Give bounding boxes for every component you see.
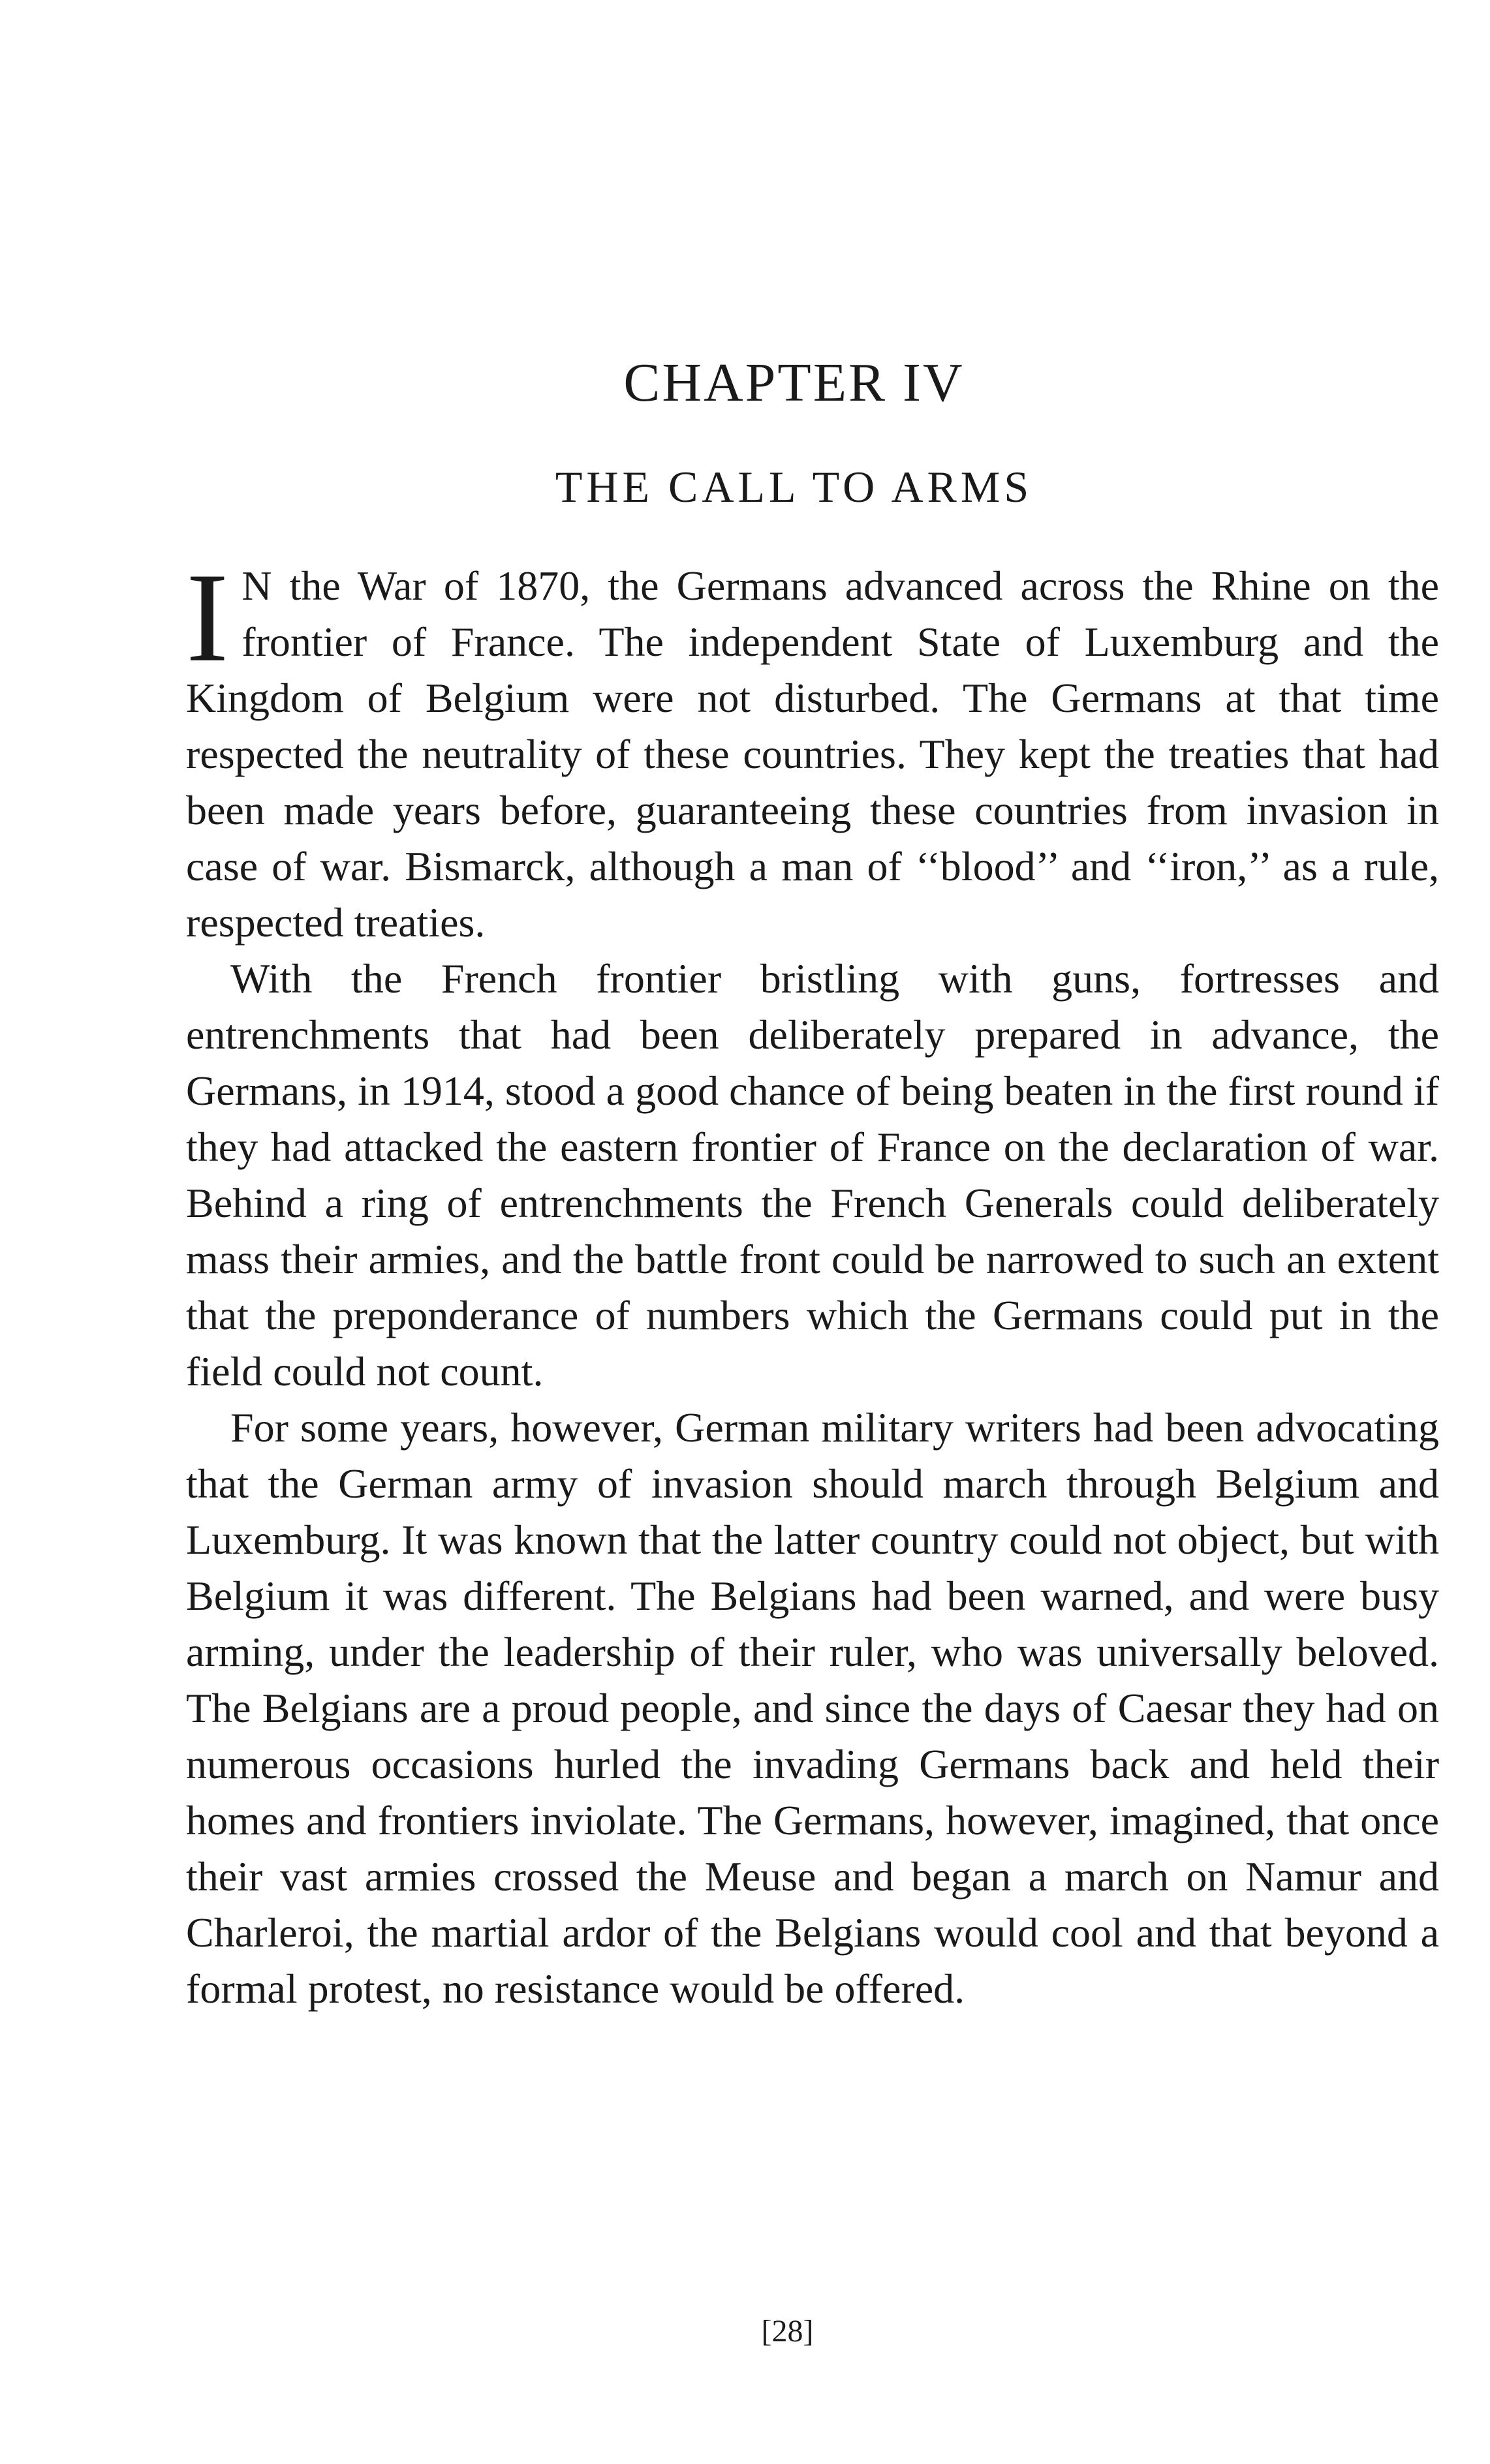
page-number: [28]	[761, 2314, 814, 2348]
paragraph-1-text: N the War of 1870, the Germans advanced across the Rhine on the frontier of France. The independent State of Luxemburg and the Kingdom of Belgium were not disturbed. The Germans at that time respected the neutrality of these countries. They kept the treaties that had been made years before, guaranteeing these countries from invasion in case of war. Bismarck, although a man of ‘‘blood’’ and ‘‘iron,’’ as a rule, respected treaties.	[186, 562, 1439, 946]
chapter-body	[186, 547, 1439, 2017]
drop-cap: I	[186, 547, 229, 688]
paragraph-3: For some years, however, German military writers had been advocating that the German army of invasion should march through Belgium and Luxemburg. It was known that the latter country could not object, but with Belgium it was different. The Belgians had been warned, and were busy arming, under the leadership of their ruler, who was universally beloved. The Belgians are a proud people, and since the days of Caesar they had on numerous occasions hurled the invading Germans back and held their homes and frontiers inviolate. The Germans, however, imagined, that once their vast armies crossed the Meuse and began a march on Namur and Charleroi, the martial ardor of the Belgians would cool and that beyond a formal protest, no resistance would be offered.	[186, 1404, 1439, 2012]
chapter-title: THE CALL TO ARMS	[555, 462, 1033, 512]
paragraph-2: With the French frontier bristling with guns, fortresses and entrenchments that had been deliberately prepared in advance, the Germans, in 1914, stood a good chance of being beaten in the first round if they had attacked the eastern frontier of France on the declaration of war. Behind a ring of entrenchments the French Generals could deliberately mass their armies, and the battle front could be narrowed to such an extent that the preponderance of numbers which the Germans could put in the field could not count.	[186, 955, 1439, 1394]
chapter-number: CHAPTER IV	[623, 352, 965, 413]
paragraph-1	[186, 547, 1439, 951]
